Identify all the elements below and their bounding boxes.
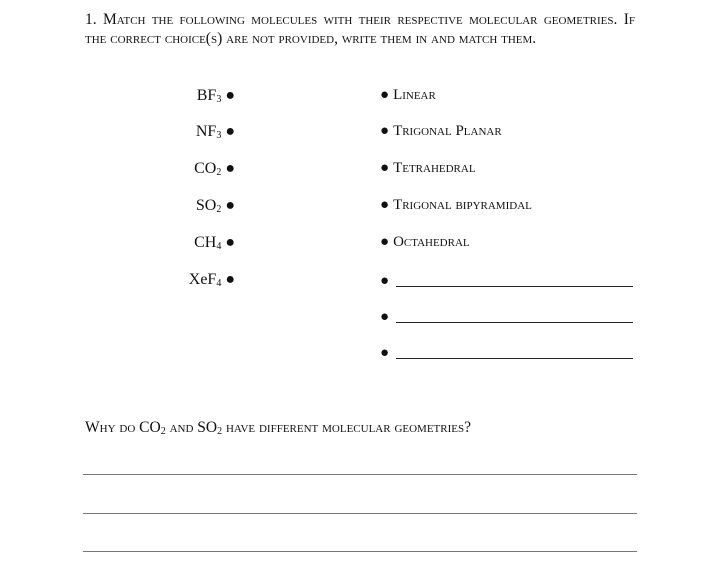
match-bullet[interactable]: ● xyxy=(380,123,390,139)
match-bullet[interactable]: ● xyxy=(380,309,390,325)
match-bullet[interactable]: ● xyxy=(380,273,390,289)
answer-line[interactable] xyxy=(83,513,637,514)
match-bullet[interactable]: ● xyxy=(380,160,390,176)
molecule-nf3: $NF_3$ ● xyxy=(195,123,235,141)
answer-line[interactable] xyxy=(83,474,637,475)
question-instructions: Match the following molecules with their respective molecular geometries. If the correct choice(s) are not provided, write them in and match them. xyxy=(85,11,636,47)
geometry-tetrahedral: ● Tetrahedral xyxy=(380,160,476,176)
geometry-trigonal-bipyramidal: ● Trigonal bipyramidal xyxy=(380,197,532,213)
match-bullet[interactable]: ● xyxy=(380,87,390,103)
match-bullet[interactable]: ● xyxy=(225,271,235,288)
geometry-trigonal-planar: ● Trigonal Planar xyxy=(380,123,502,139)
molecule-co2: $CO_2$ ● xyxy=(194,160,235,178)
molecule-xef4: XeF$_4$ ● xyxy=(188,271,235,289)
match-bullet[interactable]: ● xyxy=(380,345,390,361)
match-bullet[interactable]: ● xyxy=(380,197,390,213)
write-in-geometry[interactable] xyxy=(380,271,640,291)
question-1-text xyxy=(85,10,635,48)
write-in-geometry[interactable] xyxy=(380,343,640,363)
geometry-octahedral: ● Octahedral xyxy=(380,234,470,250)
match-bullet[interactable]: ● xyxy=(380,234,390,250)
answer-line[interactable] xyxy=(83,551,637,552)
match-bullet[interactable]: ● xyxy=(225,87,235,104)
match-bullet[interactable]: ● xyxy=(225,123,235,140)
molecule-so2: $SO_2$ ● xyxy=(195,197,235,215)
write-in-line[interactable] xyxy=(396,286,633,287)
geometry-linear: ● Linear xyxy=(380,87,436,103)
molecule-bf3: $BF_3$ ● xyxy=(196,87,235,105)
question-2-text: Why do $CO_2$ and $SO_2$ have different molecular geometries? xyxy=(85,419,471,437)
match-bullet[interactable]: ● xyxy=(225,160,235,177)
molecule-ch4: $CH_4$ ● xyxy=(194,234,235,252)
match-bullet[interactable]: ● xyxy=(225,197,235,214)
write-in-line[interactable] xyxy=(396,322,633,323)
question-number: 1. xyxy=(85,11,97,28)
write-in-line[interactable] xyxy=(396,358,633,359)
match-bullet[interactable]: ● xyxy=(225,234,235,251)
write-in-geometry[interactable] xyxy=(380,307,640,327)
